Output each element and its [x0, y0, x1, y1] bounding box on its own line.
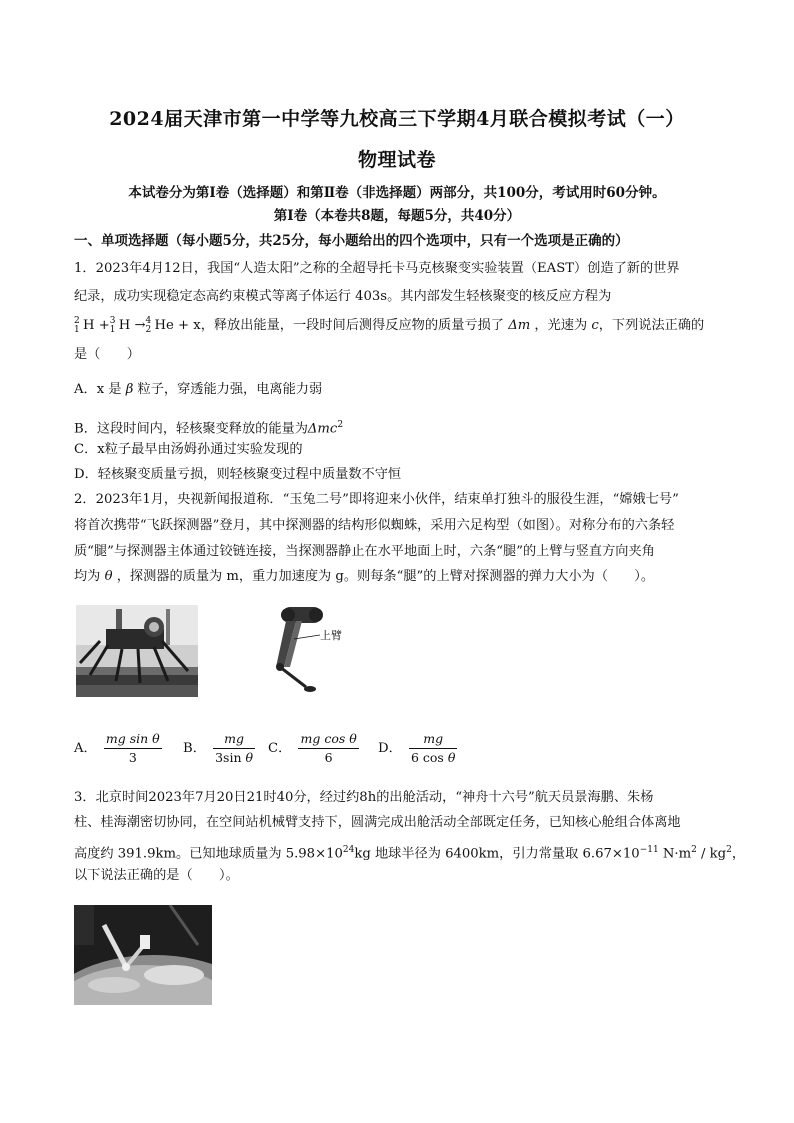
exam-title: 2024届天津市第一中学等九校高三下学期4月联合模拟考试（一）	[109, 108, 685, 130]
q3-line3: 高度约 391.9km。已知地球质量为 $5.98\times 10^{24}kg$ 地球半径为 6400km，引力常量取 $6.67\times 10^{-11}$ $N\cdot m^2 / kg^2$，	[74, 845, 746, 862]
q3-line2: 柱、桂海潮密切协同，在空间站机械臂支持下，圆满完成出舱活动全部既定任务，已知核心舱组合体离地	[74, 815, 681, 830]
subject-title: 物理试卷	[357, 149, 436, 171]
iso-h3: 3 1	[109, 315, 116, 335]
iso-h2: 2 1	[74, 315, 80, 335]
q1-line4: 是（ ）	[74, 347, 140, 362]
space-station-graphic	[74, 905, 212, 1005]
q2-line3: 质“腿”与探测器主体通过铰链连接，当探测器静止在水平地面上时，六条“腿”的上臂与竖直方向夹角	[74, 544, 655, 559]
q1-option-d: D．轻核聚变质量亏损，则轻核聚变过程中质量数不守恒	[74, 467, 402, 482]
q2-option-b: B． $\frac{mg}{\text{3sin θ}}$	[183, 731, 254, 765]
upper-arm-label: 上臂	[320, 629, 342, 642]
q1-line1: 1．2023年4月12日，我国“人造太阳”之称的全超导托卡马克核聚变实验装置（EAST）创造了新的世界	[74, 261, 680, 276]
q1-option-c: C．x粒子最早由汤姆孙通过实验发现的	[74, 442, 303, 457]
leg-diagram	[272, 605, 362, 697]
section-one-heading: 一、单项选择题（每小题5分，共25分，每小题给出的四个选项中，只有一个选项是正确的）	[74, 233, 629, 249]
q2-line1: 2．2023年1月，央视新闻报道称．“玉兔二号”即将迎来小伙伴，结束单打独斗的服役生涯，“嫦娥七号”	[74, 492, 679, 507]
q2-line2: 将首次携带“飞跃探测器”登月，其中探测器的结构形似蜘蛛，采用六足构型（如图）。对称分布的六条轻	[74, 518, 675, 533]
fraction-a: $\frac{\text{mg sin θ}}{3}$	[105, 731, 160, 765]
q3-line4: 以下说法正确的是（ ）。	[74, 868, 239, 883]
fraction-d: $\frac{mg}{\text{6 cos θ}}$	[410, 731, 456, 765]
q1-eq-text3: ，下列说法正确的	[598, 318, 705, 333]
q2-option-c: C． $\frac{\text{mg cos θ}}{6}$	[268, 731, 357, 765]
q1-option-a: A．x 是 β 粒子，穿透能力强，电离能力弱	[74, 382, 323, 397]
q1-line2: 纪录，成功实现稳定态高约束模式等离子体运行 403s。其内部发生轻核聚变的核反应方程为	[74, 289, 612, 304]
q2-option-d: D． $\frac{mg}{\text{6 cos θ}}$	[378, 731, 456, 765]
q1-option-b: B．这段时间内，轻核聚变释放的能量为Δmc$^2$	[74, 420, 344, 437]
iso-he4: 4 2	[145, 315, 152, 335]
q2-line4: 均为 θ ，探测器的质量为 m，重力加速度为 g。则每条“腿”的上臂对探测器的弹力大小为（ ）。	[74, 569, 655, 584]
fraction-b: $\frac{mg}{\text{3sin θ}}$	[215, 731, 254, 765]
q3-line1: 3．北京时间2023年7月20日21时40分，经过约8h的出舱活动，“神舟十六号”航天员景海鹏、朱杨	[74, 790, 654, 805]
leg-diagram-graphic	[272, 605, 362, 697]
q1-eq-text2: ，光速为	[534, 318, 588, 333]
fraction-c: $\frac{\text{mg cos θ}}{6}$	[300, 731, 357, 765]
part-one-heading: 第Ⅰ卷（本卷共8题，每题5分，共40分）	[273, 208, 521, 224]
lander-photo-graphic	[76, 605, 198, 697]
q1-eq-text: ，释放出能量，一段时间后测得反应物的质量亏损了	[200, 318, 504, 333]
q2-option-a: A． $\frac{\text{mg sin θ}}{3}$	[74, 731, 160, 765]
exam-intro: 本试卷分为第Ⅰ卷（选择题）和第Ⅱ卷（非选择题）两部分，共100分，考试用时60分钟。	[128, 185, 666, 201]
q1-equation-line: 2 1 H + 3 1 H → 4 2 He + x，释放出能量，一段时间后测得反应物的质量亏损了 Δm ，光速为 c，下列说法正确的	[74, 315, 705, 335]
space-station-photo	[74, 905, 212, 1005]
lander-photo	[76, 605, 198, 697]
